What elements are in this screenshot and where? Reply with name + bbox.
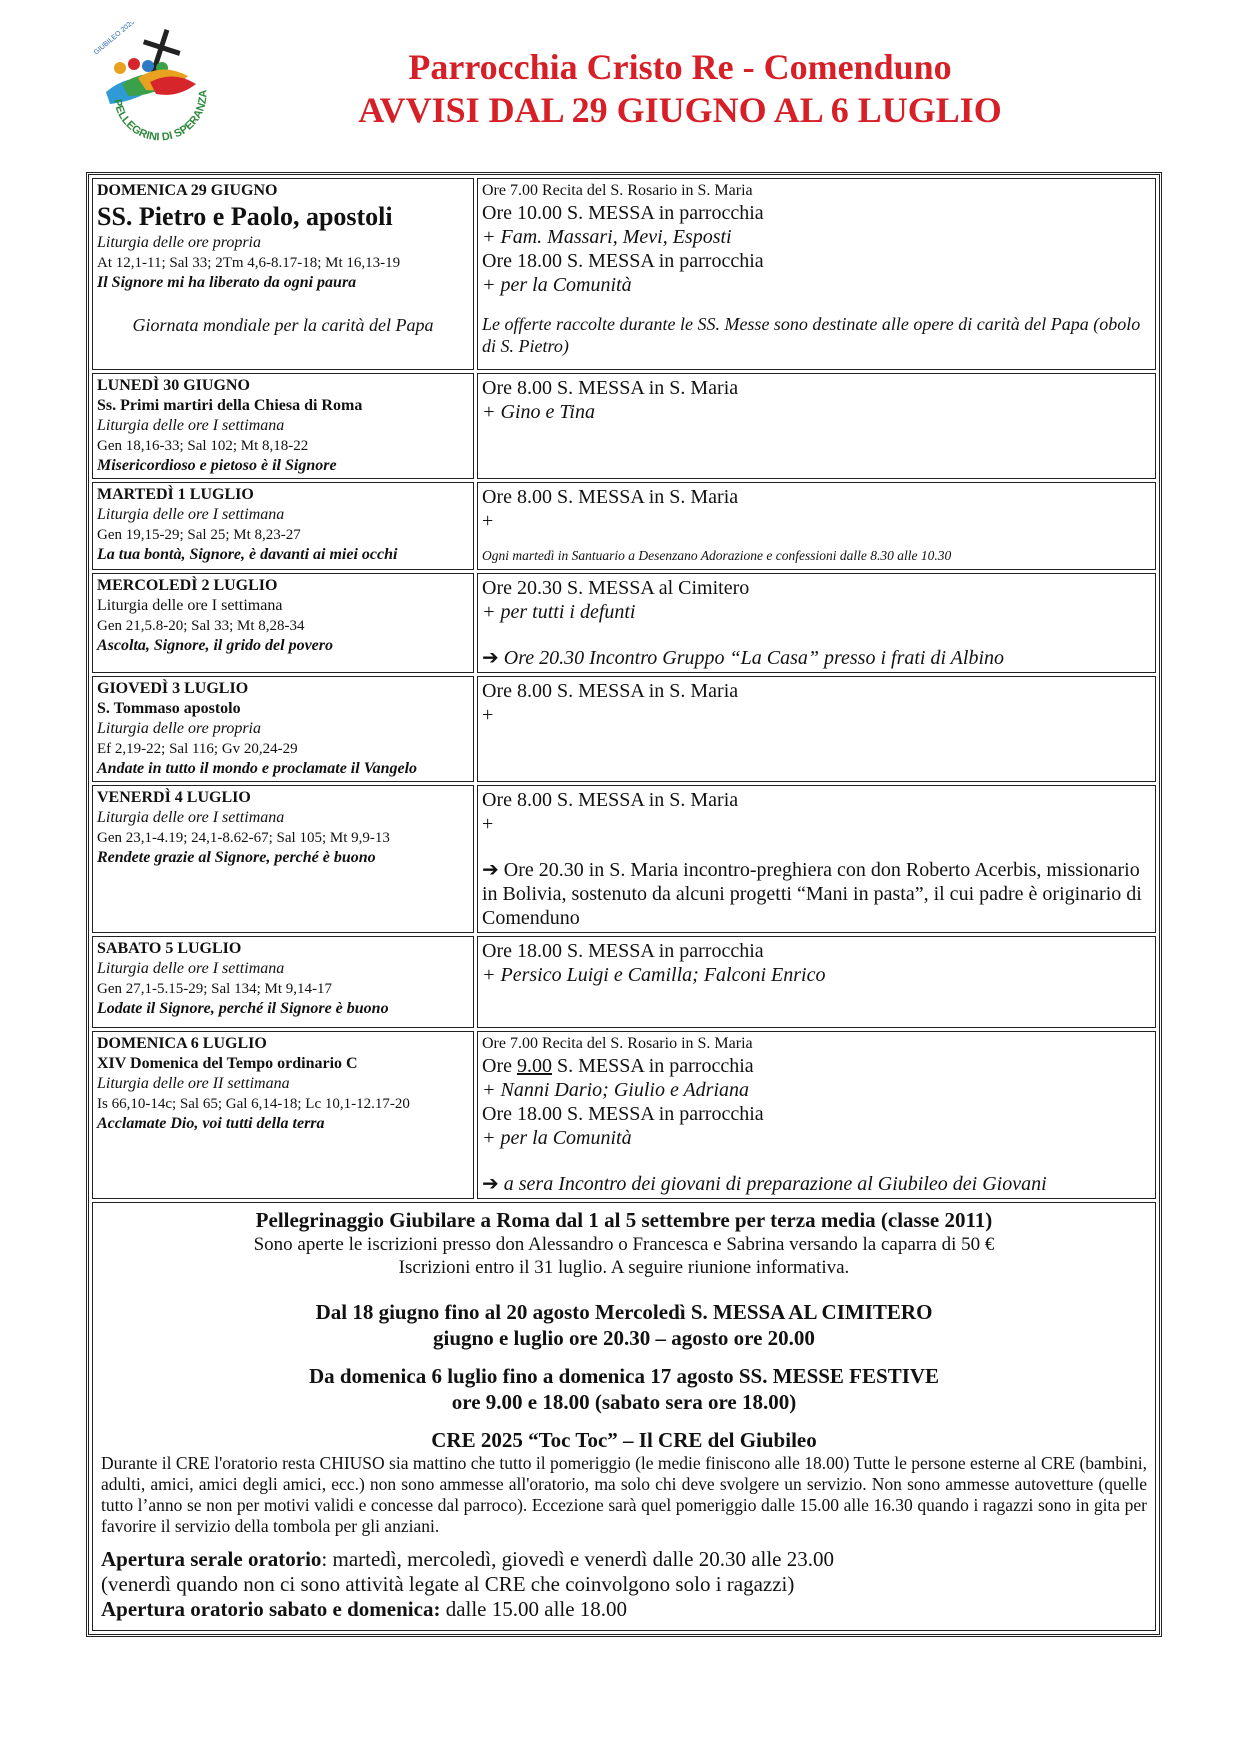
mass-1: Ore 18.00 S. MESSA in parrocchia [482,940,764,962]
days-table [89,175,1159,1202]
day-schedule [477,1031,1156,1199]
mass-1 [482,1054,1151,1078]
psalm-response: La tua bontà, Signore, è davanti ai miei occhi [97,546,398,563]
mass-1-intention: + [482,510,494,532]
psalm-response: Il Signore mi ha liberato da ogni paura [97,274,357,291]
page-header [250,46,1110,132]
day-name: DOMENICA 29 GIUGNO [97,182,278,199]
readings: Gen 23,1-4.19; 24,1-8.62-67; Sal 105; Mt 9,9-13 [97,830,390,846]
day-schedule [477,676,1156,782]
readings: Ef 2,19-22; Sal 116; Gv 20,24-29 [97,741,298,757]
festive-line-1: Da domenica 6 luglio fino a domenica 17 agosto SS. MESSE FESTIVE [308,1364,940,1388]
evening-opening [101,1547,1147,1572]
offering-note: Le offerte raccolte durante le SS. Messe sono destinate alle opere di carità del Papa (obolo di S. Pietro) [482,314,1141,356]
day-name: SABATO 5 LUGLIO [97,940,242,957]
day-info [92,573,474,673]
event-line [482,646,1151,670]
day-name: MARTEDÌ 1 LUGLIO [97,486,254,503]
cemetery-line-2: giugno e luglio ore 20.30 – agosto ore 20.00 [433,1326,815,1350]
day-name: DOMENICA 6 LUGLIO [97,1035,267,1052]
event-text: Ore 20.30 Incontro Gruppo “La Casa” presso i frati di Albino [503,647,1004,669]
day-name: GIOVEDÌ 3 LUGLIO [97,680,249,697]
mass-2: Ore 18.00 S. MESSA in parrocchia [482,1103,764,1125]
liturgy: Liturgia delle ore propria [97,234,261,251]
psalm-response: Misericordioso e pietoso è il Signore [97,457,337,474]
table-row [92,373,1156,479]
feast-title: Ss. Primi martiri della Chiesa di Roma [97,397,363,414]
notices-frame [86,172,1162,1637]
mass-2-intention: + per la Comunità [482,274,632,296]
mass-1: Ore 8.00 S. MESSA in S. Maria [482,680,739,702]
day-info [92,785,474,933]
liturgy: Liturgia delle ore I settimana [97,960,285,977]
day-schedule [477,936,1156,1028]
day-info [92,482,474,570]
event-text: a sera Incontro dei giovani di preparazione al Giubileo dei Giovani [503,1173,1047,1195]
day-schedule [477,785,1156,933]
mass-1-time: 9.00 [516,1055,552,1077]
day-schedule [477,373,1156,479]
table-row [92,482,1156,570]
mass-1: Ore 8.00 S. MESSA in S. Maria [482,789,739,811]
day-name: VENERDÌ 4 LUGLIO [97,789,251,806]
weekend-opening [101,1597,1147,1622]
pilgrimage-line-1: Sono aperte le iscrizioni presso don Alessandro o Francesca e Sabrina versando la caparra di 50 € [253,1234,995,1255]
table-row [92,676,1156,782]
day-info [92,676,474,782]
readings: Gen 21,5.8-20; Sal 33; Mt 8,28-34 [97,618,305,634]
day-info [92,178,474,370]
readings: Gen 27,1-5.15-29; Sal 134; Mt 9,14-17 [97,981,332,997]
giornata-note: Giornata mondiale per la carità del Papa [132,315,434,335]
liturgy: Liturgia delle ore I settimana [97,809,285,826]
event-line [482,1172,1151,1196]
mass-1-intention: + Persico Luigi e Camilla; Falconi Enrico [482,964,826,986]
cre-title: CRE 2025 “Toc Toc” – Il CRE del Giubileo [431,1428,817,1452]
weekend-label: Apertura oratorio sabato e domenica: [101,1597,441,1621]
day-schedule [477,178,1156,370]
psalm-response: Ascolta, Signore, il grido del povero [97,637,333,654]
event-text: Ore 20.30 in S. Maria incontro-preghiera con don Roberto Acerbis, missionario in Bolivia, sostenuto da alcuni progetti “Mani in pasta”, il cui padre è originario di Comenduno [482,859,1142,929]
page-title: Parrocchia Cristo Re - Comenduno [408,47,952,87]
table-row [92,573,1156,673]
psalm-response: Rendete grazie al Signore, perché è buono [97,849,376,866]
mass-1-intention: + Nanni Dario; Giulio e Adriana [482,1079,750,1101]
day-info [92,936,474,1028]
psalm-response: Lodate il Signore, perché il Signore è buono [97,1000,389,1017]
arrow-icon: ➔ [482,647,499,669]
readings: At 12,1-11; Sal 33; 2Tm 4,6-8.17-18; Mt 16,13-19 [97,255,401,271]
psalm-response: Acclamate Dio, voi tutti della terra [97,1115,325,1132]
table-row [92,178,1156,370]
liturgy: Liturgia delle ore II settimana [97,1075,290,1092]
mass-1-intention: + per tutti i defunti [482,601,636,623]
mass-1: Ore 8.00 S. MESSA in S. Maria [482,486,739,508]
liturgy: Liturgia delle ore I settimana [97,417,285,434]
evening-note: (venerdì quando non ci sono attività legate al CRE che coinvolgono solo i ragazzi) [101,1572,795,1596]
mass-1-suffix: S. MESSA in parrocchia [551,1055,754,1077]
cemetery-line-1: Dal 18 giugno fino al 20 agosto Mercoledì S. MESSA AL CIMITERO [315,1300,933,1324]
feast-title: SS. Pietro e Paolo, apostoli [97,202,393,231]
weekend-text: dalle 15.00 alle 18.00 [440,1597,628,1621]
readings: Gen 19,15-29; Sal 25; Mt 8,23-27 [97,527,301,543]
evening-label: Apertura serale oratorio [101,1547,322,1571]
day-name: MERCOLEDÌ 2 LUGLIO [97,577,278,594]
mass-1-intention: + Fam. Massari, Mevi, Esposti [482,226,732,248]
logo-year-text: GIUBILEO 2025 [92,22,137,57]
feast-title: S. Tommaso apostolo [97,700,241,717]
mass-1: Ore 20.30 S. MESSA al Cimitero [482,577,750,599]
adoration-note: Ogni martedì in Santuario a Desenzano Adorazione e confessioni dalle 8.30 alle 10.30 [482,548,952,563]
day-schedule [477,573,1156,673]
table-row [92,1031,1156,1199]
arrow-icon: ➔ [482,1173,499,1195]
mass-1: Ore 10.00 S. MESSA in parrocchia [482,202,764,224]
day-schedule [477,482,1156,570]
readings: Gen 18,16-33; Sal 102; Mt 8,18-22 [97,438,309,454]
mass-2-intention: + per la Comunità [482,1127,632,1149]
arrow-icon: ➔ [482,859,499,881]
logo-arc-text: PELLEGRINI DI SPERANZA [110,89,210,144]
psalm-response: Andate in tutto il mondo e proclamate il Vangelo [97,760,418,777]
mass-1: Ore 8.00 S. MESSA in S. Maria [482,377,739,399]
mass-1-intention: + [482,813,494,835]
rosario: Ore 7.00 Recita del S. Rosario in S. Maria [482,182,753,199]
page-subtitle: AVVISI DAL 29 GIUGNO AL 6 LUGLIO [358,90,1002,130]
mass-1-prefix: Ore [482,1055,517,1077]
feast-title: XIV Domenica del Tempo ordinario C [97,1055,358,1072]
mass-1-intention: + [482,704,494,726]
pilgrimage-line-2: Iscrizioni entro il 31 luglio. A seguire riunione informativa. [398,1257,850,1278]
event-line [482,858,1151,930]
rosario: Ore 7.00 Recita del S. Rosario in S. Maria [482,1035,753,1052]
table-row [92,785,1156,933]
mass-1-intention: + Gino e Tina [482,401,595,423]
liturgy: Liturgia delle ore I settimana [97,597,283,614]
readings: Is 66,10-14c; Sal 65; Gal 6,14-18; Lc 10,1-12.17-20 [97,1096,410,1112]
liturgy: Liturgia delle ore I settimana [97,506,285,523]
evening-text: : martedì, mercoledì, giovedì e venerdì dalle 20.30 alle 23.00 [321,1547,835,1571]
pilgrimage-title: Pellegrinaggio Giubilare a Roma dal 1 al 5 settembre per terza media (classe 2011) [255,1208,993,1232]
day-name: LUNEDÌ 30 GIUGNO [97,377,250,394]
day-info [92,373,474,479]
liturgy: Liturgia delle ore propria [97,720,261,737]
table-row [92,936,1156,1028]
festive-line-2: ore 9.00 e 18.00 (sabato sera ore 18.00) [451,1390,797,1414]
notices-box [92,1202,1156,1631]
mass-2: Ore 18.00 S. MESSA in parrocchia [482,250,764,272]
cre-text: Durante il CRE l'oratorio resta CHIUSO sia mattino che tutto il pomeriggio (le medie finiscono alle 18.00) Tutte le persone esterne al CRE (bambini, adulti, amici, amici degli amici, ecc.) non sono ammesse all'oratorio, ma solo chi deve svolgere un servizio. Non sono ammesse autovetture (quelle tutto l’anno se non per motivi validi e concesse dal parroco). Eccezione sarà quel pomeriggio dalle 15.00 alle 16.30 quando i ragazzi sono in gita per favorire il servizio della tombola per gli anziani. [101,1453,1147,1536]
jubilee-logo [92,22,224,152]
day-info [92,1031,474,1199]
